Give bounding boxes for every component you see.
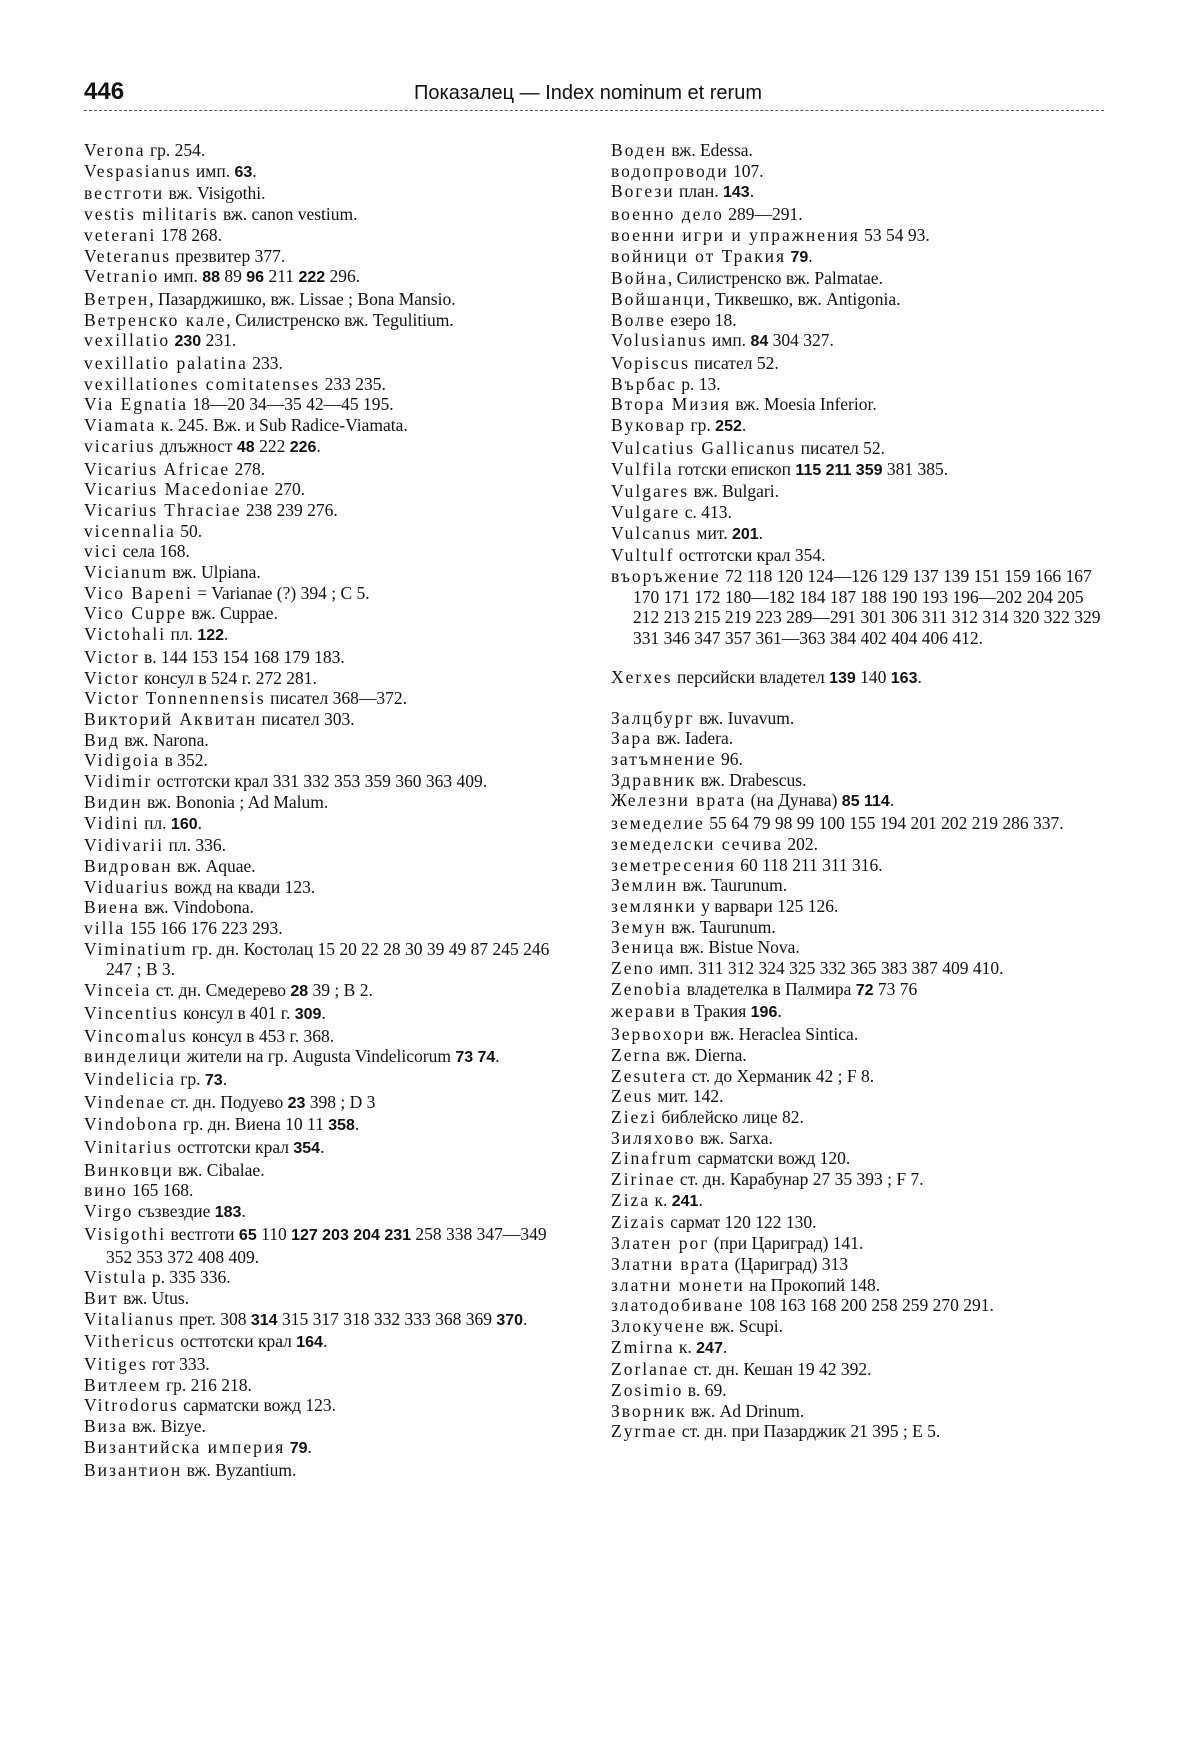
index-headword: Zeus xyxy=(611,1086,654,1107)
index-headword: Vinceia xyxy=(84,980,152,1001)
index-headword: Ziezi xyxy=(611,1106,657,1127)
page-ref-bold: 203 xyxy=(322,1226,349,1244)
index-entry: vicennalia 50. xyxy=(84,520,203,541)
index-entry: Zmirna к. 247. xyxy=(611,1336,728,1357)
page-ref-bold: 139 xyxy=(829,669,856,687)
index-headword: Vulfila xyxy=(611,458,674,479)
index-headword: земетресения xyxy=(611,854,736,875)
index-headword: Zesutera xyxy=(611,1065,688,1086)
index-entry: жерави в Тракия 196. xyxy=(611,1001,782,1022)
index-headword: военно дело xyxy=(611,204,724,225)
index-headword: Vidivarii xyxy=(84,835,165,856)
index-headword: Veteranus xyxy=(84,245,172,266)
index-headword: Византион xyxy=(84,1459,183,1480)
index-entry: Златни врата (Цариград) 313 xyxy=(611,1253,849,1274)
index-headword: Vicarius Africae xyxy=(84,458,231,479)
index-headword: Vidimir xyxy=(84,771,153,792)
page-ref-bold: 85 xyxy=(841,793,860,811)
index-headword: войници от Тракия xyxy=(611,245,787,266)
index-entry: Vindenae ст. дн. Подуево 23 398 ; D 3 xyxy=(84,1091,376,1112)
index-entry: Виза вж. Bizye. xyxy=(84,1416,206,1437)
index-headword: Злокучене xyxy=(611,1315,706,1336)
index-entry: Война, Силистренско вж. Palmatae. xyxy=(611,268,883,289)
index-headword: Железни врата xyxy=(611,790,747,811)
index-entry: Vindobona гр. дн. Виена 10 11 358. xyxy=(84,1114,360,1135)
index-headword: Вуковар xyxy=(611,415,687,436)
index-headword: vestis militaris xyxy=(84,204,219,225)
index-entry: вестготи вж. Visigothi. xyxy=(84,183,266,204)
page-ref-bold: 226 xyxy=(289,438,317,456)
page-ref-bold: 222 xyxy=(298,269,326,287)
index-entry: Vidimir остготски крал 331 332 353 359 360 363 409. xyxy=(84,771,488,792)
index-entry: Veteranus презвитер 377. xyxy=(84,245,286,266)
index-headword: Виена xyxy=(84,897,140,918)
page-ref-bold: 122 xyxy=(197,627,225,645)
index-entry: вино 165 168. xyxy=(84,1180,194,1201)
section-gap xyxy=(611,649,1106,667)
index-entry: Vulfila готски епископ 115 211 359 381 385. xyxy=(611,458,949,479)
index-headword: Vindelicia xyxy=(84,1068,176,1089)
index-entry: военни игри и упражнения 53 54 93. xyxy=(611,224,930,245)
page-ref-bold: 314 xyxy=(250,1311,278,1329)
index-entry: Vithericus остготски крал 164. xyxy=(84,1331,328,1352)
index-entry: Ziza к. 241. xyxy=(611,1189,703,1210)
page-ref-bold: 160 xyxy=(170,815,198,833)
index-headword: Зиляхово xyxy=(611,1127,696,1148)
page-ref-bold: 164 xyxy=(296,1334,323,1352)
index-headword: Върбас xyxy=(611,373,677,394)
index-headword: Витлеем xyxy=(84,1374,162,1395)
index-entry: Воден вж. Edessa. xyxy=(611,140,753,160)
page-ref-bold: 370 xyxy=(496,1311,524,1329)
index-entry: Vulgares вж. Bulgari. xyxy=(611,481,779,502)
index-entry: Зервохори вж. Heraclea Sintica. xyxy=(611,1024,859,1045)
index-entry: Vidini пл. 160. xyxy=(84,812,202,833)
index-entry: Втора Мизия вж. Moesia Inferior. xyxy=(611,394,877,415)
index-headword: Vulcanus xyxy=(611,522,693,543)
index-headword: Vetranio xyxy=(84,266,160,287)
index-entry: Zerna вж. Dierna. xyxy=(611,1044,747,1065)
page-ref-bold: 84 xyxy=(750,333,769,351)
index-entry: Xerxes персийски владетел 139 140 163. xyxy=(611,666,922,687)
index-entry: Ziezi библейско лице 82. xyxy=(611,1106,804,1127)
index-entry: златни монети на Прокопий 148. xyxy=(611,1274,881,1295)
index-headword: землянки xyxy=(611,895,697,916)
index-entry: Vopiscus писател 52. xyxy=(611,353,779,374)
index-headword: златни монети xyxy=(611,1274,745,1295)
index-headword: Zorlanae xyxy=(611,1359,690,1380)
page-ref-bold: 358 xyxy=(328,1117,355,1135)
index-entry: въоръжение 72 118 120 124—126 129 137 139 151 159 166 167 170 171 172 180—182 184 187 188 190 193 196—202 204 205 212 213 215 219 223 289—291 301 306 311 312 314 320 322 329 331 346 347 357 361—363 384 402 404 406 412. xyxy=(611,566,1105,649)
index-entry: Зара вж. Iadera. xyxy=(611,728,734,749)
index-entry: vestis militaris вж. canon vestium. xyxy=(84,204,358,225)
index-headword: Vidigoia xyxy=(84,750,161,771)
index-headword: вино xyxy=(84,1180,128,1201)
index-headword: Землин xyxy=(611,875,679,896)
index-headword: Viamata xyxy=(84,415,157,436)
index-entry: Ветрен, Пазарджишко, вж. Lissae ; Bona Mansio. xyxy=(84,288,456,309)
index-entry: Virgo съзвездие 183. xyxy=(84,1201,246,1222)
index-entry: Византийска империя 79. xyxy=(84,1436,312,1457)
index-entry: Виена вж. Vindobona. xyxy=(84,897,255,918)
index-headword: Залцбург xyxy=(611,707,695,728)
index-headword: Xerxes xyxy=(611,666,673,687)
index-entry: Видин вж. Bononia ; Ad Malum. xyxy=(84,791,329,812)
index-entry: земетресения 60 118 211 311 316. xyxy=(611,854,883,875)
index-entry: Vistula р. 335 336. xyxy=(84,1267,231,1288)
index-headword: Ветренско кале xyxy=(84,309,227,330)
index-headword: Vopiscus xyxy=(611,353,690,374)
page-ref-bold: 241 xyxy=(671,1192,699,1210)
index-entry: Vulcanus мит. 201. xyxy=(611,522,764,543)
index-headword: Ziza xyxy=(611,1189,651,1210)
index-entry: Залцбург вж. Iuvavum. xyxy=(611,707,795,728)
index-headword: Vincentius xyxy=(84,1002,179,1023)
index-headword: Vespasianus xyxy=(84,160,192,181)
index-entry: войници от Тракия 79. xyxy=(611,245,813,266)
page-number: 446 xyxy=(84,78,125,105)
page-ref-bold: 114 xyxy=(863,793,890,811)
index-headword: vexillatio palatina xyxy=(84,353,248,374)
index-headword: villa xyxy=(84,918,126,939)
index-headword: Zyrmae xyxy=(611,1421,678,1442)
index-headword: Ветрен xyxy=(84,288,150,309)
page-ref-bold: 247 xyxy=(696,1339,723,1357)
index-entry: Златен рог (при Цариград) 141. xyxy=(611,1233,864,1254)
index-entry: Vindelicia гр. 73. xyxy=(84,1068,228,1089)
index-entry: Vultulf остготски крал 354. xyxy=(611,545,826,566)
page-ref-bold: 309 xyxy=(294,1005,322,1023)
index-entry: Vinceia ст. дн. Смедерево 28 39 ; B 2. xyxy=(84,980,373,1001)
index-entry: затъмнение 96. xyxy=(611,748,743,769)
index-headword: Vulgares xyxy=(611,481,690,502)
index-entry: Vico Cuppe вж. Cuppae. xyxy=(84,603,278,624)
index-headword: Viduarius xyxy=(84,876,170,897)
index-entry: Zizais сармат 120 122 130. xyxy=(611,1212,817,1233)
page-ref-bold: 354 xyxy=(293,1140,321,1158)
index-entry: Zirinae ст. дн. Карабунар 27 35 393 ; F 7. xyxy=(611,1169,924,1190)
index-entry: vicarius длъжност 48 222 226. xyxy=(84,435,321,456)
index-entry: Vincentius консул в 401 г. 309. xyxy=(84,1002,326,1023)
index-headword: Земун xyxy=(611,916,667,937)
index-entry: Вуковар гр. 252. xyxy=(611,415,747,436)
index-headword: Viminatium xyxy=(84,938,188,959)
index-entry: Vespasianus имп. 63. xyxy=(84,160,257,181)
index-entry: Vicarius Africae 278. xyxy=(84,458,266,479)
page-ref-bold: 201 xyxy=(731,525,759,543)
index-headword: Волве xyxy=(611,309,666,330)
index-entry: Витлеем гр. 216 218. xyxy=(84,1374,252,1395)
index-headword: Зеница xyxy=(611,937,676,958)
index-entry: Vicarius Thraciae 238 239 276. xyxy=(84,499,338,520)
index-headword: Victor Tonnennensis xyxy=(84,688,266,709)
section-gap xyxy=(611,690,1106,708)
index-headword: жерави xyxy=(611,1001,677,1022)
index-entry: vexillatio 230 231. xyxy=(84,330,237,351)
page-ref-bold: 74 xyxy=(477,1049,496,1067)
index-entry: златодобиване 108 163 168 200 258 259 270 291. xyxy=(611,1295,994,1316)
page-ref-bold: 72 xyxy=(855,981,874,999)
index-entry: vexillatio palatina 233. xyxy=(84,353,283,374)
index-entry: военно дело 289—291. xyxy=(611,204,803,225)
index-headword: Виза xyxy=(84,1416,128,1437)
page-ref-bold: 88 xyxy=(202,269,221,287)
index-entry: Victor Tonnennensis писател 368—372. xyxy=(84,688,408,709)
index-entry: Vinitarius остготски крал 354. xyxy=(84,1137,325,1158)
index-entry: Vulgare с. 413. xyxy=(611,501,732,522)
index-headword: Vindobona xyxy=(84,1114,179,1135)
index-entry: Vicianum вж. Ulpiana. xyxy=(84,562,261,583)
index-headword: Zirinae xyxy=(611,1169,676,1190)
index-headword: Vinitarius xyxy=(84,1137,173,1158)
index-headword: Зворник xyxy=(611,1400,687,1421)
index-entry: Зворник вж. Ad Drinum. xyxy=(611,1400,805,1421)
index-entry: Visigothi вестготи 65 110 127 203 204 231 258 338 347—349 352 353 372 408 409. xyxy=(84,1223,552,1267)
page-ref-bold: 48 xyxy=(236,438,255,456)
index-entry: Землин вж. Taurunum. xyxy=(611,875,788,896)
index-headword: Vicianum xyxy=(84,562,168,583)
index-headword: Vistula xyxy=(84,1267,148,1288)
index-headword: Византийска империя xyxy=(84,1436,286,1457)
index-entry: Винковци вж. Cibalae. xyxy=(84,1159,265,1180)
index-entry: Vincomalus консул в 453 г. 368. xyxy=(84,1025,335,1046)
index-headword: Видин xyxy=(84,791,143,812)
index-entry: Victor в. 144 153 154 168 179 183. xyxy=(84,646,345,667)
index-entry: винделици жители на гр. Augusta Vindelicorum 73 74. xyxy=(84,1046,500,1067)
index-headword: Victor xyxy=(84,667,140,688)
index-entry: Zesutera ст. до Херманик 42 ; F 8. xyxy=(611,1065,875,1086)
index-entry: Ветренско кале, Силистренско вж. Tegulitium. xyxy=(84,309,454,330)
index-headword: vici xyxy=(84,541,119,562)
header-rule xyxy=(84,110,1104,111)
index-entry: veterani 178 268. xyxy=(84,224,222,245)
index-entry: Verona гр. 254. xyxy=(84,140,206,160)
page-ref-bold: 96 xyxy=(246,269,265,287)
page-ref-bold: 231 xyxy=(384,1226,412,1244)
index-headword: Златен рог xyxy=(611,1233,710,1254)
index-entry: Вит вж. Utus. xyxy=(84,1287,190,1308)
index-entry: vici села 168. xyxy=(84,541,190,562)
index-entry: Viminatium гр. дн. Костолац 15 20 22 28 30 39 49 87 245 246 247 ; B 3. xyxy=(84,938,554,980)
page-ref-bold: 252 xyxy=(715,418,742,436)
page-ref-bold: 359 xyxy=(855,461,883,479)
index-entry: Зиляхово вж. Sarxa. xyxy=(611,1127,773,1148)
index-headword: vicennalia xyxy=(84,520,176,541)
index-headword: Visigothi xyxy=(84,1223,167,1244)
index-entry: Volusianus имп. 84 304 327. xyxy=(611,330,834,351)
page-ref-bold: 204 xyxy=(353,1226,380,1244)
index-headword: Vulcatius Gallicanus xyxy=(611,437,797,458)
index-headword: Воден xyxy=(611,140,667,160)
index-entry: Vulcatius Gallicanus писател 52. xyxy=(611,437,886,458)
running-title: Показалец — Index nominum et rerum xyxy=(414,82,762,104)
index-entry: Византион вж. Byzantium. xyxy=(84,1459,297,1480)
index-entry: Видрован вж. Aquae. xyxy=(84,855,256,876)
page-ref-bold: 127 xyxy=(291,1226,318,1244)
index-headword: Vincomalus xyxy=(84,1025,188,1046)
index-entry: землянки у варвари 125 126. xyxy=(611,895,839,916)
index-column-left xyxy=(84,140,574,1480)
page-ref-bold: 73 xyxy=(455,1049,474,1067)
index-headword: Винковци xyxy=(84,1159,174,1180)
index-headword: Verona xyxy=(84,140,146,160)
index-headword: Зервохори xyxy=(611,1024,706,1045)
index-entry: Вид вж. Narona. xyxy=(84,729,209,750)
index-headword: Victor xyxy=(84,646,140,667)
index-entry: Войшанци, Тиквешко, вж. Antigonia. xyxy=(611,288,901,309)
index-headword: Zosimio xyxy=(611,1380,684,1401)
page-header xyxy=(84,78,1104,110)
index-entry: Zosimio в. 69. xyxy=(611,1380,727,1401)
index-headword: Zizais xyxy=(611,1212,666,1233)
index-headword: земеделски сечива xyxy=(611,833,783,854)
index-entry: Vitiges гот 333. xyxy=(84,1354,210,1375)
index-headword: Volusianus xyxy=(611,330,708,351)
index-entry: Железни врата (на Дунава) 85 114. xyxy=(611,790,895,811)
page-ref-bold: 183 xyxy=(214,1204,242,1222)
index-entry: Vitrodorus сарматски вожд 123. xyxy=(84,1395,336,1416)
index-headword: Vicarius Thraciae xyxy=(84,499,242,520)
index-entry: Vico Bapeni = Varianae (?) 394 ; C 5. xyxy=(84,582,370,603)
index-entry: Victohali пл. 122. xyxy=(84,624,229,645)
index-headword: Зара xyxy=(611,728,653,749)
index-entry: Vicarius Macedoniae 270. xyxy=(84,479,306,500)
index-headword: златодобиване xyxy=(611,1295,745,1316)
index-entry: Vitalianus прет. 308 314 315 317 318 332 333 368 369 370. xyxy=(84,1308,528,1329)
index-headword: Vico Bapeni xyxy=(84,582,193,603)
index-headword: винделици xyxy=(84,1046,183,1067)
index-entry: Viamata к. 245. Вж. и Sub Radice-Viamata. xyxy=(84,415,408,436)
index-column-right xyxy=(611,140,1106,1442)
index-entry: Zorlanae ст. дн. Кешан 19 42 392. xyxy=(611,1359,872,1380)
index-entry: Zeno имп. 311 312 324 325 332 365 383 387 409 410. xyxy=(611,958,1004,979)
index-entry: Викторий Аквитан писател 303. xyxy=(84,708,355,729)
index-headword: Vicarius Macedoniae xyxy=(84,479,271,500)
index-headword: Zerna xyxy=(611,1044,662,1065)
page-ref-bold: 23 xyxy=(287,1094,306,1112)
index-entry: Zyrmae ст. дн. при Пазарджик 21 395 ; E 5. xyxy=(611,1421,941,1442)
index-entry: Via Egnatia 18—20 34—35 42—45 195. xyxy=(84,394,394,415)
index-headword: Vultulf xyxy=(611,545,675,566)
index-headword: Zeno xyxy=(611,958,655,979)
index-headword: Здравник xyxy=(611,769,697,790)
index-headword: Zmirna xyxy=(611,1336,675,1357)
index-headword: Vitiges xyxy=(84,1354,148,1375)
index-entry: vexillationes comitatenses 233 235. xyxy=(84,373,386,394)
index-entry: Волве езеро 18. xyxy=(611,309,737,330)
index-headword: Victohali xyxy=(84,624,167,645)
index-headword: Zenobia xyxy=(611,978,683,999)
page-ref-bold: 196 xyxy=(750,1004,778,1022)
index-headword: Zinafrum xyxy=(611,1148,694,1169)
index-headword: Vindenae xyxy=(84,1091,167,1112)
index-headword: Златни врата xyxy=(611,1253,731,1274)
index-entry: Здравник вж. Drabescus. xyxy=(611,769,807,790)
index-entry: водопроводи 107. xyxy=(611,160,764,181)
page-ref-bold: 230 xyxy=(174,333,202,351)
index-headword: Vico Cuppe xyxy=(84,603,188,624)
index-headword: vexillatio xyxy=(84,330,171,351)
page-ref-bold: 28 xyxy=(290,983,309,1001)
page-ref-bold: 65 xyxy=(238,1226,257,1244)
index-headword: Vitrodorus xyxy=(84,1395,179,1416)
index-headword: вестготи xyxy=(84,183,165,204)
index-headword: Virgo xyxy=(84,1201,134,1222)
index-headword: затъмнение xyxy=(611,748,717,769)
index-headword: Вид xyxy=(84,729,120,750)
index-headword: Вит xyxy=(84,1287,119,1308)
index-entry: Zeus мит. 142. xyxy=(611,1086,724,1107)
index-headword: Vidini xyxy=(84,812,140,833)
index-headword: Видрован xyxy=(84,855,173,876)
page-ref-bold: 143 xyxy=(723,184,750,202)
index-entry: Зеница вж. Bistue Nova. xyxy=(611,937,800,958)
index-entry: Victor консул в 524 г. 272 281. xyxy=(84,667,317,688)
index-entry: Злокучене вж. Scupi. xyxy=(611,1315,783,1336)
index-headword: земеделие xyxy=(611,813,705,834)
index-headword: Войшанци xyxy=(611,288,707,309)
page-ref-bold: 211 xyxy=(825,461,852,479)
index-entry: Zenobia владетелка в Палмира 72 73 76 xyxy=(611,978,918,999)
index-headword: vicarius xyxy=(84,435,156,456)
index-entry: земеделски сечива 202. xyxy=(611,833,818,854)
index-entry: villa 155 166 176 223 293. xyxy=(84,918,283,939)
index-entry: земеделие 55 64 79 98 99 100 155 194 201 202 219 286 337. xyxy=(611,813,1064,834)
index-entry: Върбас р. 13. xyxy=(611,373,721,394)
page-ref-bold: 79 xyxy=(289,1439,308,1457)
index-headword: военни игри и упражнения xyxy=(611,224,860,245)
page-ref-bold: 115 xyxy=(795,461,822,479)
index-headword: Vulgare xyxy=(611,501,681,522)
index-headword: Vithericus xyxy=(84,1331,176,1352)
index-entry: Viduarius вожд на квади 123. xyxy=(84,876,316,897)
index-entry: Земун вж. Taurunum. xyxy=(611,916,776,937)
page-ref-bold: 79 xyxy=(790,248,809,266)
index-headword: Война xyxy=(611,268,668,289)
index-headword: Вогези xyxy=(611,181,675,202)
index-entry: Vetranio имп. 88 89 96 211 222 296. xyxy=(84,266,361,287)
index-headword: vexillationes comitatenses xyxy=(84,373,321,394)
index-headword: Втора Мизия xyxy=(611,394,731,415)
index-entry: Vidivarii пл. 336. xyxy=(84,835,226,856)
index-headword: veterani xyxy=(84,224,157,245)
index-entry: Zinafrum сарматски вожд 120. xyxy=(611,1148,851,1169)
index-headword: Via Egnatia xyxy=(84,394,189,415)
index-headword: Vitalianus xyxy=(84,1308,175,1329)
index-entry: Вогези план. 143. xyxy=(611,181,755,202)
index-headword: въоръжение xyxy=(611,566,721,587)
index-headword: Викторий Аквитан xyxy=(84,708,258,729)
index-entry: Vidigoia в 352. xyxy=(84,750,208,771)
page-ref-bold: 163 xyxy=(890,669,918,687)
index-headword: водопроводи xyxy=(611,160,729,181)
page-ref-bold: 63 xyxy=(234,163,253,181)
page-ref-bold: 73 xyxy=(204,1071,223,1089)
